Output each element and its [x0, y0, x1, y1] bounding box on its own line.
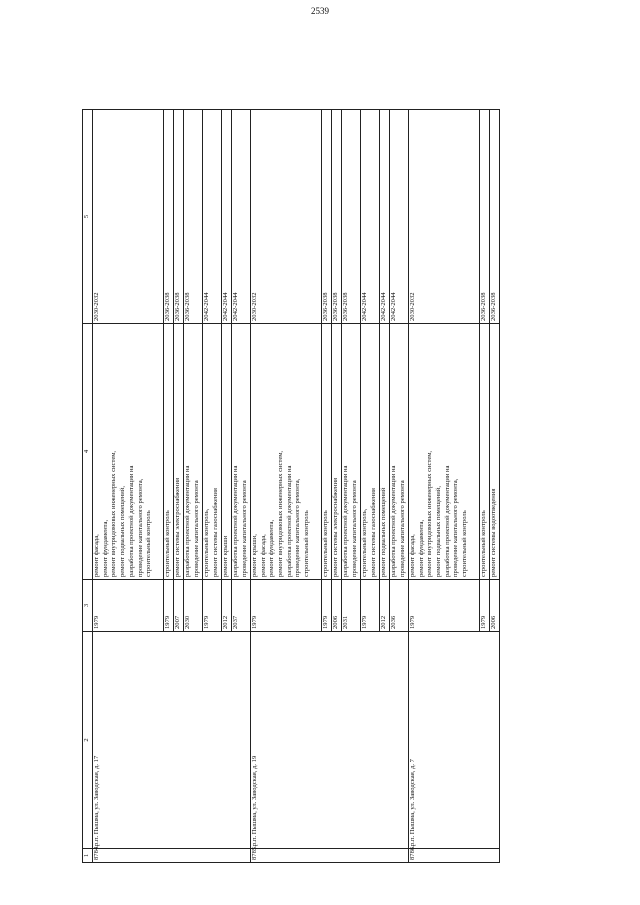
works-cell	[163, 324, 173, 580]
work-item: ремонт внутридомовых инженерных систем,	[110, 450, 118, 577]
work-item: разработка проектной документации на	[285, 465, 293, 577]
works-cell	[489, 324, 499, 580]
works-cell	[173, 324, 183, 580]
column-header-3: 3	[83, 580, 93, 632]
work-item: ремонт системы газоснабжения	[369, 488, 377, 577]
work-item: проведение капитального ремонта	[350, 480, 358, 577]
period-cell: 2042-2044	[231, 110, 250, 324]
period-cell: 2030-2032	[408, 110, 479, 324]
year-cell: 2007	[173, 580, 183, 632]
repair-plan-table	[82, 109, 500, 863]
work-item: проведение капитального ремонта,	[136, 478, 144, 577]
work-item: ремонт фасада,	[408, 534, 416, 577]
year-cell: 2037	[231, 580, 250, 632]
work-item: разработка проектной документации на	[183, 465, 191, 577]
works-cell	[231, 324, 250, 580]
column-header-2: 2	[83, 632, 93, 849]
work-item: разработка проектной документации на	[341, 465, 349, 577]
work-item: проведение капитального ремонта	[398, 480, 406, 577]
works-cell	[221, 324, 231, 580]
spacer	[470, 326, 479, 577]
work-item: ремонт системы электроснабжения	[173, 477, 181, 577]
work-item: ремонт фасада,	[93, 534, 100, 577]
table-row	[408, 110, 479, 863]
column-header-1: 1	[83, 849, 93, 863]
work-item: проведение капитального ремонта	[240, 480, 248, 577]
address-cell: р.п. Пышма, ул. Заводская, д. 17	[93, 632, 251, 849]
works-cell	[202, 324, 221, 580]
spacer	[154, 326, 163, 577]
period-cell: 2042-2044	[202, 110, 221, 324]
works-cell	[360, 324, 379, 580]
period-cell: 2036-2038	[183, 110, 202, 324]
work-item: проведение капитального ремонта,	[294, 478, 302, 577]
work-item: ремонт внутридомовых инженерных систем,	[277, 450, 285, 577]
table-row	[250, 110, 321, 863]
period-cell: 2036-2038	[489, 110, 499, 324]
works-cell	[321, 324, 331, 580]
row-number: 8784.	[93, 849, 251, 863]
work-item: ремонт фундамента,	[417, 519, 425, 577]
work-item: ремонт крыши	[221, 535, 229, 577]
period-cell: 2036-2038	[479, 110, 489, 324]
page-number: 2539	[311, 6, 329, 16]
work-item: ремонт подвальных помещений	[379, 487, 387, 577]
work-item: проведение капитального ремонта	[192, 480, 200, 577]
period-cell: 2042-2044	[221, 110, 231, 324]
year-cell: 2031	[341, 580, 360, 632]
work-item: ремонт фасада,	[259, 534, 267, 577]
work-item: разработка проектной документации на	[231, 465, 239, 577]
period-cell: 2030-2032	[93, 110, 164, 324]
year-cell: 1979	[250, 580, 321, 632]
year-cell: 2036	[389, 580, 408, 632]
work-item: строительный контроль	[145, 510, 153, 577]
year-cell: 1979	[202, 580, 221, 632]
year-cell: 2006	[489, 580, 499, 632]
year-cell: 1979	[479, 580, 489, 632]
work-item: строительный контроль	[163, 510, 171, 577]
address-cell: р.п. Пышма, ул. Заводская, д. 19	[250, 632, 408, 849]
work-item: строительный контроль	[479, 510, 487, 577]
work-item: строительный контроль	[321, 510, 329, 577]
works-cell	[341, 324, 360, 580]
year-cell: 1979	[163, 580, 173, 632]
work-item: разработка проектной документации на	[389, 465, 397, 577]
period-cell: 2042-2044	[379, 110, 389, 324]
work-item: строительный контроль	[303, 510, 311, 577]
table-body	[93, 110, 500, 863]
year-cell: 2012	[221, 580, 231, 632]
work-item: ремонт крыши,	[250, 534, 258, 577]
year-cell: 1979	[93, 580, 164, 632]
column-header-4: 4	[83, 324, 93, 580]
works-cell	[408, 324, 479, 580]
period-cell: 2042-2044	[360, 110, 379, 324]
works-cell	[183, 324, 202, 580]
work-item: ремонт фундамента,	[101, 519, 109, 577]
work-item: ремонт системы газоснабжения	[211, 488, 219, 577]
work-item: строительный контроль,	[360, 508, 368, 577]
year-cell: 2012	[379, 580, 389, 632]
period-cell: 2036-2038	[341, 110, 360, 324]
year-cell: 2030	[183, 580, 202, 632]
work-item: разработка проектной документации на	[127, 465, 135, 577]
spacer	[312, 326, 321, 577]
works-cell	[93, 324, 164, 580]
works-cell	[379, 324, 389, 580]
work-item: ремонт системы электроснабжения	[331, 477, 339, 577]
year-cell: 1979	[408, 580, 479, 632]
works-cell	[331, 324, 341, 580]
work-item: ремонт подвальных помещений,	[434, 486, 442, 577]
work-item: проведение капитального ремонта,	[452, 478, 460, 577]
row-number: 8786.	[408, 849, 499, 863]
year-cell: 2006	[331, 580, 341, 632]
column-header-5: 5	[83, 110, 93, 324]
address-cell: р.п. Пышма, ул. Заводская, д. 7	[408, 632, 499, 849]
header-row	[83, 110, 93, 863]
works-cell	[389, 324, 408, 580]
table-container	[82, 110, 613, 863]
period-cell: 2030-2032	[250, 110, 321, 324]
work-item: разработка проектной документации на	[443, 465, 451, 577]
work-item: ремонт подвальных помещений,	[119, 486, 127, 577]
year-cell: 1979	[321, 580, 331, 632]
work-item: строительный контроль	[461, 510, 469, 577]
table-row	[93, 110, 164, 863]
period-cell: 2036-2038	[321, 110, 331, 324]
works-cell	[479, 324, 489, 580]
year-cell: 1979	[360, 580, 379, 632]
row-number: 8785.	[250, 849, 408, 863]
period-cell: 2036-2038	[163, 110, 173, 324]
work-item: ремонт внутридомовых инженерных систем,	[426, 450, 434, 577]
period-cell: 2036-2038	[173, 110, 183, 324]
period-cell: 2036-2038	[331, 110, 341, 324]
work-item: ремонт системы водоотведения	[489, 488, 497, 577]
work-item: строительный контроль,	[202, 508, 210, 577]
work-item: ремонт фундамента,	[268, 519, 276, 577]
period-cell: 2042-2044	[389, 110, 408, 324]
works-cell	[250, 324, 321, 580]
